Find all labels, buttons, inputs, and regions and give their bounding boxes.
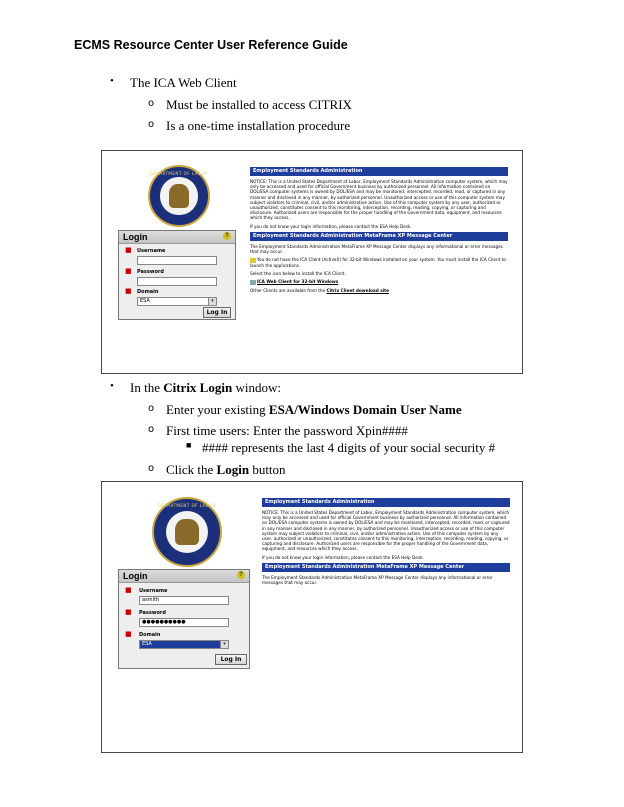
- citrix-download-link[interactable]: Citrix Client download site: [326, 287, 389, 293]
- login-header: Login ?: [119, 570, 249, 583]
- password-input[interactable]: ●●●●●●●●●●: [139, 618, 229, 627]
- notice-text: NOTICE: This is a United States Department of Labor, Employment Standards Administration computer system, which may only be accessed and used for official Government business by authorized personnel. All information contained on DOL/ESA computer systems is owned by DOL/ESA and may be monitored, intercepted, recorded, read, or captured in any manner and disclosed in any manner, by authorized personnel. Unauthorized access or use of this computer system may subject violators to criminal, civil, and/or administrative action. Use of this computer system by any user, authorized or unauthorized, constitutes consent to this monitoring, interception, recording, reading, copying, or capturing and disclosure. Authorized users are responsible for the proper handling of the Government data, equipment, and resources which they access.: [250, 179, 508, 221]
- bullet-circle: o: [148, 424, 155, 435]
- bullet-circle: o: [148, 98, 155, 109]
- chevron-down-icon: ▾: [208, 298, 216, 305]
- help-icon[interactable]: ?: [223, 232, 231, 240]
- login-panel: [118, 569, 250, 669]
- chevron-down-icon: ▾: [220, 641, 228, 648]
- message-center-text: The Employment Standards Administration MetaFrame XP Message Center displays any informational or error messages that may occur.: [250, 243, 503, 255]
- domain-select[interactable]: ESA ▾: [139, 640, 229, 649]
- required-icon: ■: [125, 246, 132, 254]
- password-label: Password: [137, 269, 164, 275]
- ica-client-icon[interactable]: [250, 280, 256, 285]
- bullet-square: ■: [186, 440, 192, 450]
- helpdesk-text: If you do not know your login information, please contact the ESA Help Desk.: [250, 223, 412, 229]
- bullet-dot: •: [110, 380, 114, 392]
- password-input[interactable]: [137, 277, 217, 286]
- required-icon: ■: [125, 608, 132, 616]
- required-icon: ■: [125, 287, 132, 295]
- required-icon: ■: [125, 267, 132, 275]
- sub-bullet-install-citrix: o Must be installed to access CITRIX: [148, 97, 352, 112]
- select-icon-text: Select the icon below to install the ICA Client.: [250, 270, 346, 276]
- username-input[interactable]: asmith: [139, 596, 229, 605]
- required-icon: ■: [125, 630, 132, 638]
- login-panel: [118, 230, 236, 320]
- bullet-ica-web-client: • The ICA Web Client: [110, 75, 237, 90]
- screenshot-ica-install: [101, 150, 523, 374]
- bullet-circle: o: [148, 463, 155, 474]
- ica-client-link-row: [250, 279, 508, 285]
- username-label: Username: [137, 248, 166, 254]
- document-title: ECMS Resource Center User Reference Guide: [74, 38, 348, 52]
- message-center-text: The Employment Standards Administration MetaFrame XP Message Center displays any informational or error messages that may occur.: [262, 574, 493, 586]
- domain-label: Domain: [139, 632, 161, 638]
- bullet-dot: •: [110, 75, 114, 87]
- login-button[interactable]: Log In: [203, 307, 231, 318]
- domain-label: Domain: [137, 289, 159, 295]
- sub-bullet-click-login: o Click the Login button: [148, 462, 286, 477]
- login-button[interactable]: Log In: [215, 654, 247, 665]
- esa-header-bar: Employment Standards Administration: [250, 167, 508, 176]
- domain-select[interactable]: ESA ▾: [137, 297, 217, 306]
- help-icon[interactable]: ?: [237, 571, 245, 579]
- esa-header-bar: Employment Standards Administration: [262, 498, 510, 507]
- department-seal: DEPARTMENT OF LABOR: [148, 165, 210, 227]
- helpdesk-text: If you do not know your login information, please contact the ESA Help Desk.: [262, 554, 424, 560]
- ica-client-link[interactable]: ICA Web Client for 32-bit Windows: [257, 279, 339, 285]
- sub-sub-bullet-ssn: ■ #### represents the last 4 digits of your social security #: [186, 440, 496, 455]
- other-clients-text: Other Clients are available from the Citrix Client download site: [250, 287, 389, 293]
- password-label: Password: [139, 610, 166, 616]
- message-center-bar: Employment Standards Administration MetaFrame XP Message Center: [250, 232, 508, 241]
- username-label: Username: [139, 588, 168, 594]
- bullet-citrix-login: • In the Citrix Login window:: [110, 380, 281, 395]
- client-missing-warning: You do not have the ICA Client (ActiveX) for 32-bit Windows installed on your system. You must install the ICA Client to launch the applications.: [250, 257, 506, 268]
- screenshot-citrix-login: [101, 481, 523, 753]
- department-seal: DEPARTMENT OF LABOR: [152, 497, 222, 567]
- username-input[interactable]: [137, 256, 217, 265]
- sub-bullet-enter-username: o Enter your existing ESA/Windows Domain User Name: [148, 402, 462, 417]
- bullet-circle: o: [148, 403, 155, 414]
- bullet-circle: o: [148, 119, 155, 130]
- notice-text: NOTICE: This is a United States Department of Labor, Employment Standards Administration computer system, which may only be accessed and used for official Government business by authorized personnel. All information contained on DOL/ESA computer systems is owned by DOL/ESA and may be monitored, intercepted, recorded, read, or captured in any manner and disclosed in any manner, by authorized personnel. Unauthorized access or use of this computer system may subject violators to criminal, civil, and/or administrative action. Use of this computer system by any user, authorized or unauthorized, constitutes consent to this monitoring, interception, recording, reading, copying, or capturing and disclosure. Authorized users are responsible for the proper handling of the Government data, equipment, and resources which they access.: [262, 510, 510, 552]
- message-pane: [262, 498, 510, 588]
- message-center-bar: Employment Standards Administration MetaFrame XP Message Center: [262, 563, 510, 572]
- sub-bullet-one-time: o Is a one-time installation procedure: [148, 118, 351, 133]
- login-header: Login ?: [119, 231, 235, 244]
- sub-bullet-first-time: o First time users: Enter the password Xpin####: [148, 423, 408, 438]
- message-pane: [250, 167, 508, 296]
- required-icon: ■: [125, 586, 132, 594]
